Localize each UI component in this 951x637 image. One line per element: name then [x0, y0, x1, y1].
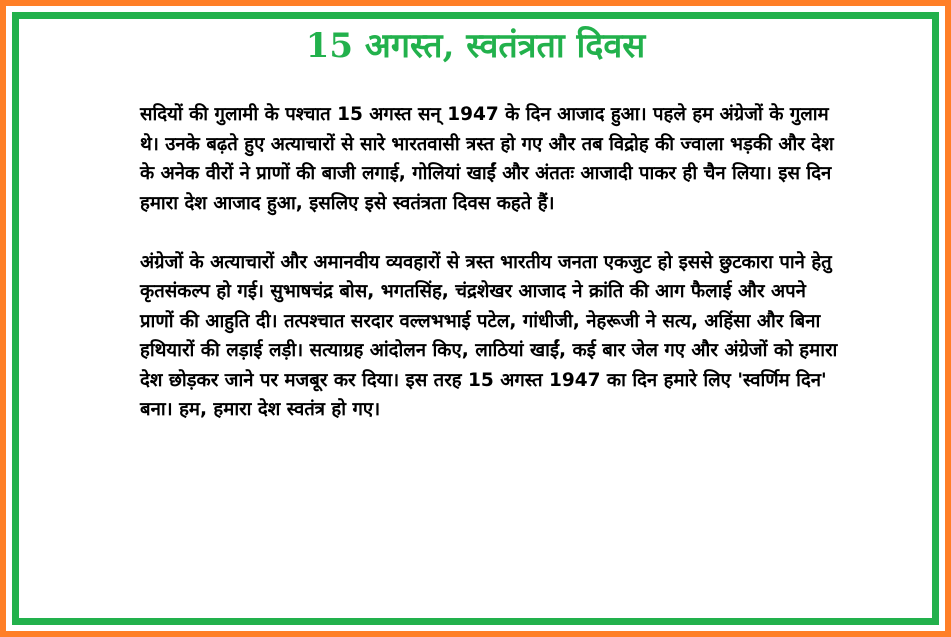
essay-paragraph-2: अंग्रेजों के अत्याचारों और अमानवीय व्यवहारों से त्रस्त भारतीय जनता एकजुट हो इससे छुटकारा पाने हेतु कृतसंकल्प हो गई। सुभाषचंद्र बोस, भगतसिंह, चंद्रशेखर आजाद ने क्रांति की आग फैलाई और अपने प्राणों की आहुति दी। तत्पश्चात सरदार वल्लभभाई पटेल, गांधीजी, नेहरूजी ने सत्य, अहिंसा और बिना हथियारों की लड़ाई लड़ी। सत्याग्रह आंदोलन किए, लाठियां खाईं, कई बार जेल गए और अंग्रेजों को हमारा देश छोड़कर जाने पर मजबूर कर दिया। इस तरह 15 अगस्त 1947 का दिन हमारे लिए 'स्वर्णिम दिन' बना। हम, हमारा देश स्वतंत्र हो गए। — [140, 251, 838, 420]
essay-paragraph-1: सदियों की गुलामी के पश्चात 15 अगस्त सन् 1947 के दिन आजाद हुआ। पहले हम अंग्रेजों के गुलाम थे। उनके बढ़ते हुए अत्याचारों से सारे भारतवासी त्रस्त हो गए और तब विद्रोह की ज्वाला भड़की और देश के अनेक वीरों ने प्राणों की बाजी लगाई, गोलियां खाईं और अंततः आजादी पाकर ही चैन लिया। इस दिन हमारा देश आजाद हुआ, इसलिए इसे स्वतंत्रता दिवस कहते हैं। — [140, 104, 834, 214]
page-title: 15 अगस्त, स्वतंत्रता दिवस — [305, 26, 646, 66]
essay-body — [140, 100, 840, 454]
